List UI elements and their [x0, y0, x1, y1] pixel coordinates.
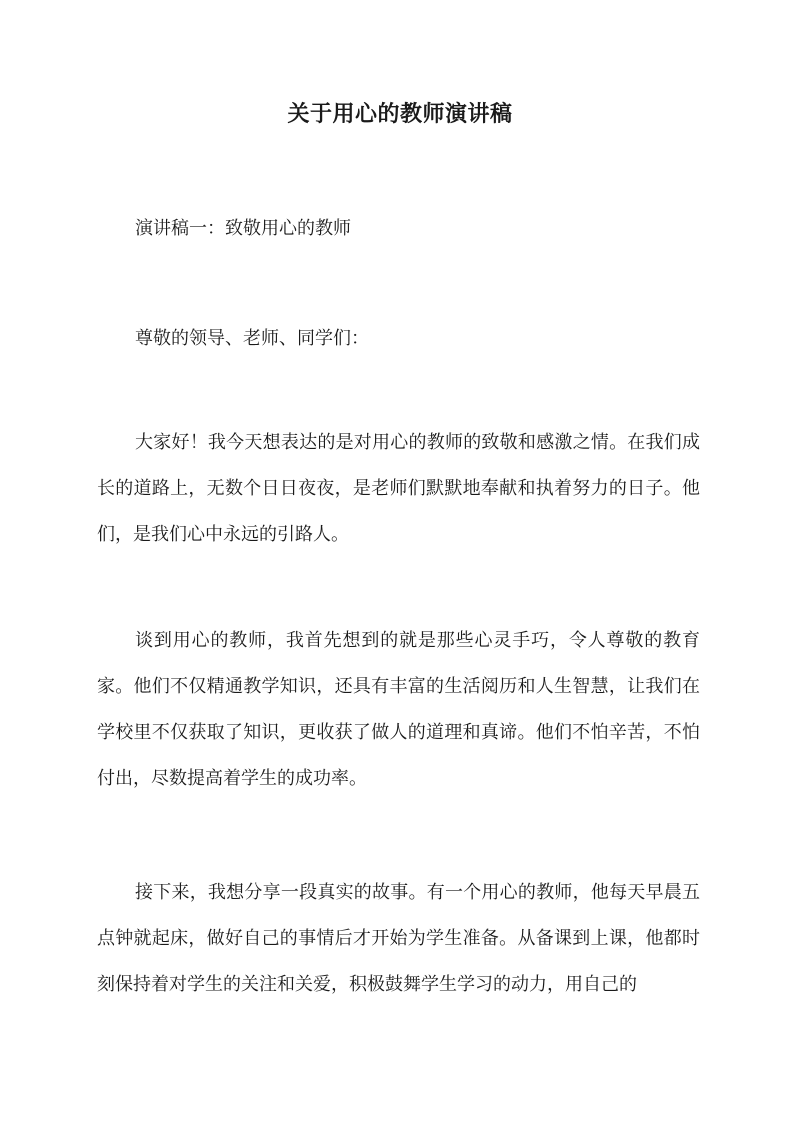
document-title: 关于用心的教师演讲稿 [287, 101, 513, 127]
paragraph-greeting: 大家好！我今天想表达的是对用心的教师的致敬和感激之情。在我们成长的道路上，无数个日日夜夜，是老师们默默地奉献和执着努力的日子。他们，是我们心中永远的引路人。 [97, 432, 700, 545]
paragraph-educators: 谈到用心的教师，我首先想到的就是那些心灵手巧，令人尊敬的教育家。他们不仅精通教学知识，还具有丰富的生活阅历和人生智慧，让我们在学校里不仅获取了知识，更收获了做人的道理和真谛。他们不怕辛苦，不怕付出，尽数提高着学生的成功率。 [97, 630, 700, 789]
paragraph-story: 接下来，我想分享一段真实的故事。有一个用心的教师，他每天早晨五点钟就起床，做好自己的事情后才开始为学生准备。从备课到上课，他都时刻保持着对学生的关注和关爱，积极鼓舞学生学习的动力，用自己的 [97, 882, 700, 995]
speech-subtitle: 演讲稿一：致敬用心的教师 [135, 218, 351, 239]
salutation: 尊敬的领导、老师、同学们： [135, 328, 369, 349]
